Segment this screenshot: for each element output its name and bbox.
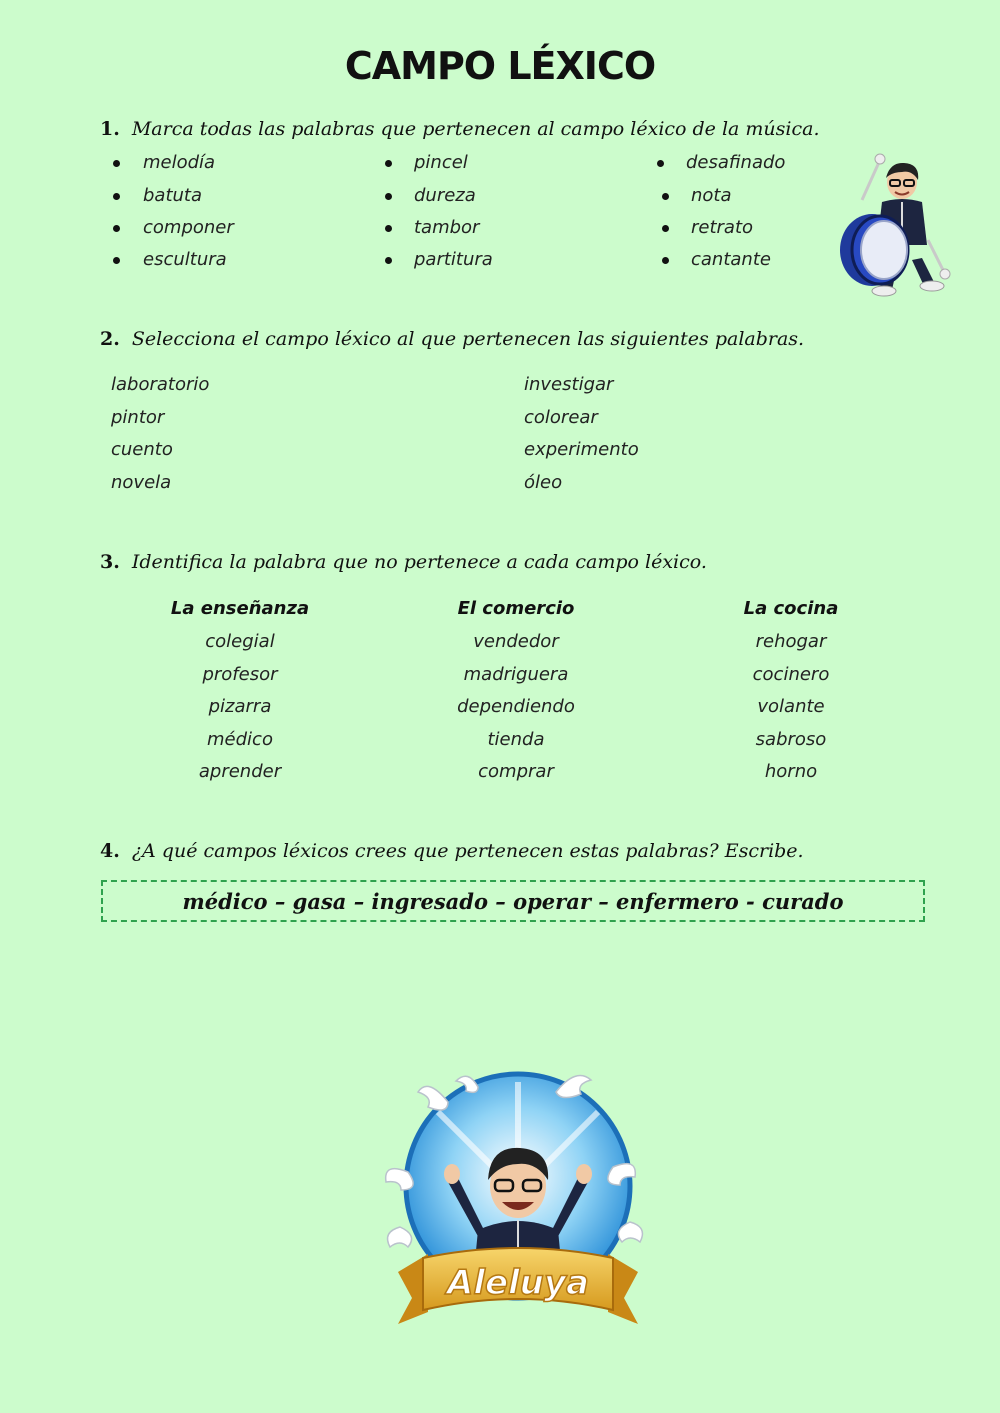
question-1 (100, 118, 820, 140)
question-2-text: Selecciona el campo léxico al que pertenecen las siguientes palabras. (131, 328, 805, 350)
question-1-number: 1. (100, 118, 120, 140)
banner-text: Aleluya (447, 1263, 589, 1303)
q3-word[interactable]: cocinero (752, 663, 830, 685)
q4-word-box (101, 880, 925, 922)
bullet (662, 225, 669, 232)
bullet (113, 257, 120, 264)
q3-word[interactable]: sabroso (755, 728, 827, 750)
q2-word[interactable]: investigar (524, 374, 614, 395)
page-title: CAMPO LÉXICO (344, 44, 656, 88)
q1-word[interactable]: componer (143, 217, 234, 238)
q1-word[interactable]: retrato (691, 217, 754, 238)
q3-word[interactable]: pizarra (208, 696, 272, 717)
q1-word[interactable]: pincel (414, 152, 468, 173)
q1-word[interactable]: cantante (691, 249, 771, 270)
bullet (113, 225, 120, 232)
q3-word[interactable]: madriguera (463, 663, 569, 685)
bullet (385, 160, 392, 167)
q3-word[interactable]: colegial (205, 631, 275, 652)
bullet (657, 160, 664, 167)
q2-word[interactable]: pintor (111, 407, 165, 428)
q3-word[interactable]: tienda (487, 728, 545, 750)
question-3-number: 3. (100, 551, 120, 573)
q1-word[interactable]: melodía (143, 152, 216, 173)
q3-group-comercio (396, 598, 636, 794)
q3-word[interactable]: horno (764, 761, 818, 782)
bullet (662, 257, 669, 264)
bullet (113, 160, 120, 167)
q4-words: médico – gasa – ingresado – operar – enfermero - curado (182, 888, 844, 914)
q3-word[interactable]: dependiendo (457, 696, 575, 717)
bullet (385, 257, 392, 264)
aleluya-badge-illustration (378, 1062, 658, 1334)
q1-word[interactable]: escultura (143, 249, 227, 270)
bullet (385, 193, 392, 200)
question-3-text: Identifica la palabra que no pertenece a cada campo léxico. (131, 551, 707, 573)
bullet (662, 193, 669, 200)
q2-word[interactable]: cuento (111, 439, 173, 460)
question-3 (100, 551, 707, 573)
q3-word[interactable]: aprender (198, 761, 282, 782)
q3-word[interactable]: vendedor (473, 631, 559, 652)
q3-group-heading: La cocina (743, 598, 839, 619)
q1-word[interactable]: tambor (414, 217, 480, 238)
q1-word[interactable]: desafinado (686, 152, 786, 173)
bullet (113, 193, 120, 200)
q2-word[interactable]: colorear (524, 407, 598, 428)
drummer-avatar-illustration (832, 150, 952, 300)
q2-word[interactable]: novela (111, 472, 172, 493)
q2-word[interactable]: óleo (524, 472, 563, 493)
question-1-text: Marca todas las palabras que pertenecen al campo léxico de la música. (131, 118, 820, 140)
q1-word[interactable]: batuta (143, 185, 203, 206)
q3-word[interactable]: profesor (202, 663, 278, 685)
q1-word[interactable]: partitura (414, 249, 493, 270)
q3-group-heading: La enseñanza (170, 598, 310, 619)
q3-group-cocina (671, 598, 911, 794)
question-4-text: ¿A qué campos léxicos crees que pertenecen estas palabras? Escribe. (131, 840, 804, 862)
q2-word[interactable]: experimento (524, 439, 639, 460)
bullet (385, 225, 392, 232)
q1-word[interactable]: nota (691, 185, 732, 206)
q3-word[interactable]: rehogar (755, 631, 827, 652)
q2-word[interactable]: laboratorio (111, 374, 210, 395)
question-4-number: 4. (100, 840, 120, 862)
q3-word[interactable]: comprar (478, 761, 554, 782)
question-4 (100, 840, 804, 862)
q3-word[interactable]: volante (757, 696, 825, 717)
q3-group-heading: El comercio (457, 598, 575, 619)
q3-group-ensenanza (120, 598, 360, 794)
q1-word[interactable]: dureza (414, 185, 476, 206)
question-2 (100, 328, 804, 350)
question-2-number: 2. (100, 328, 120, 350)
q3-word[interactable]: médico (207, 728, 273, 750)
